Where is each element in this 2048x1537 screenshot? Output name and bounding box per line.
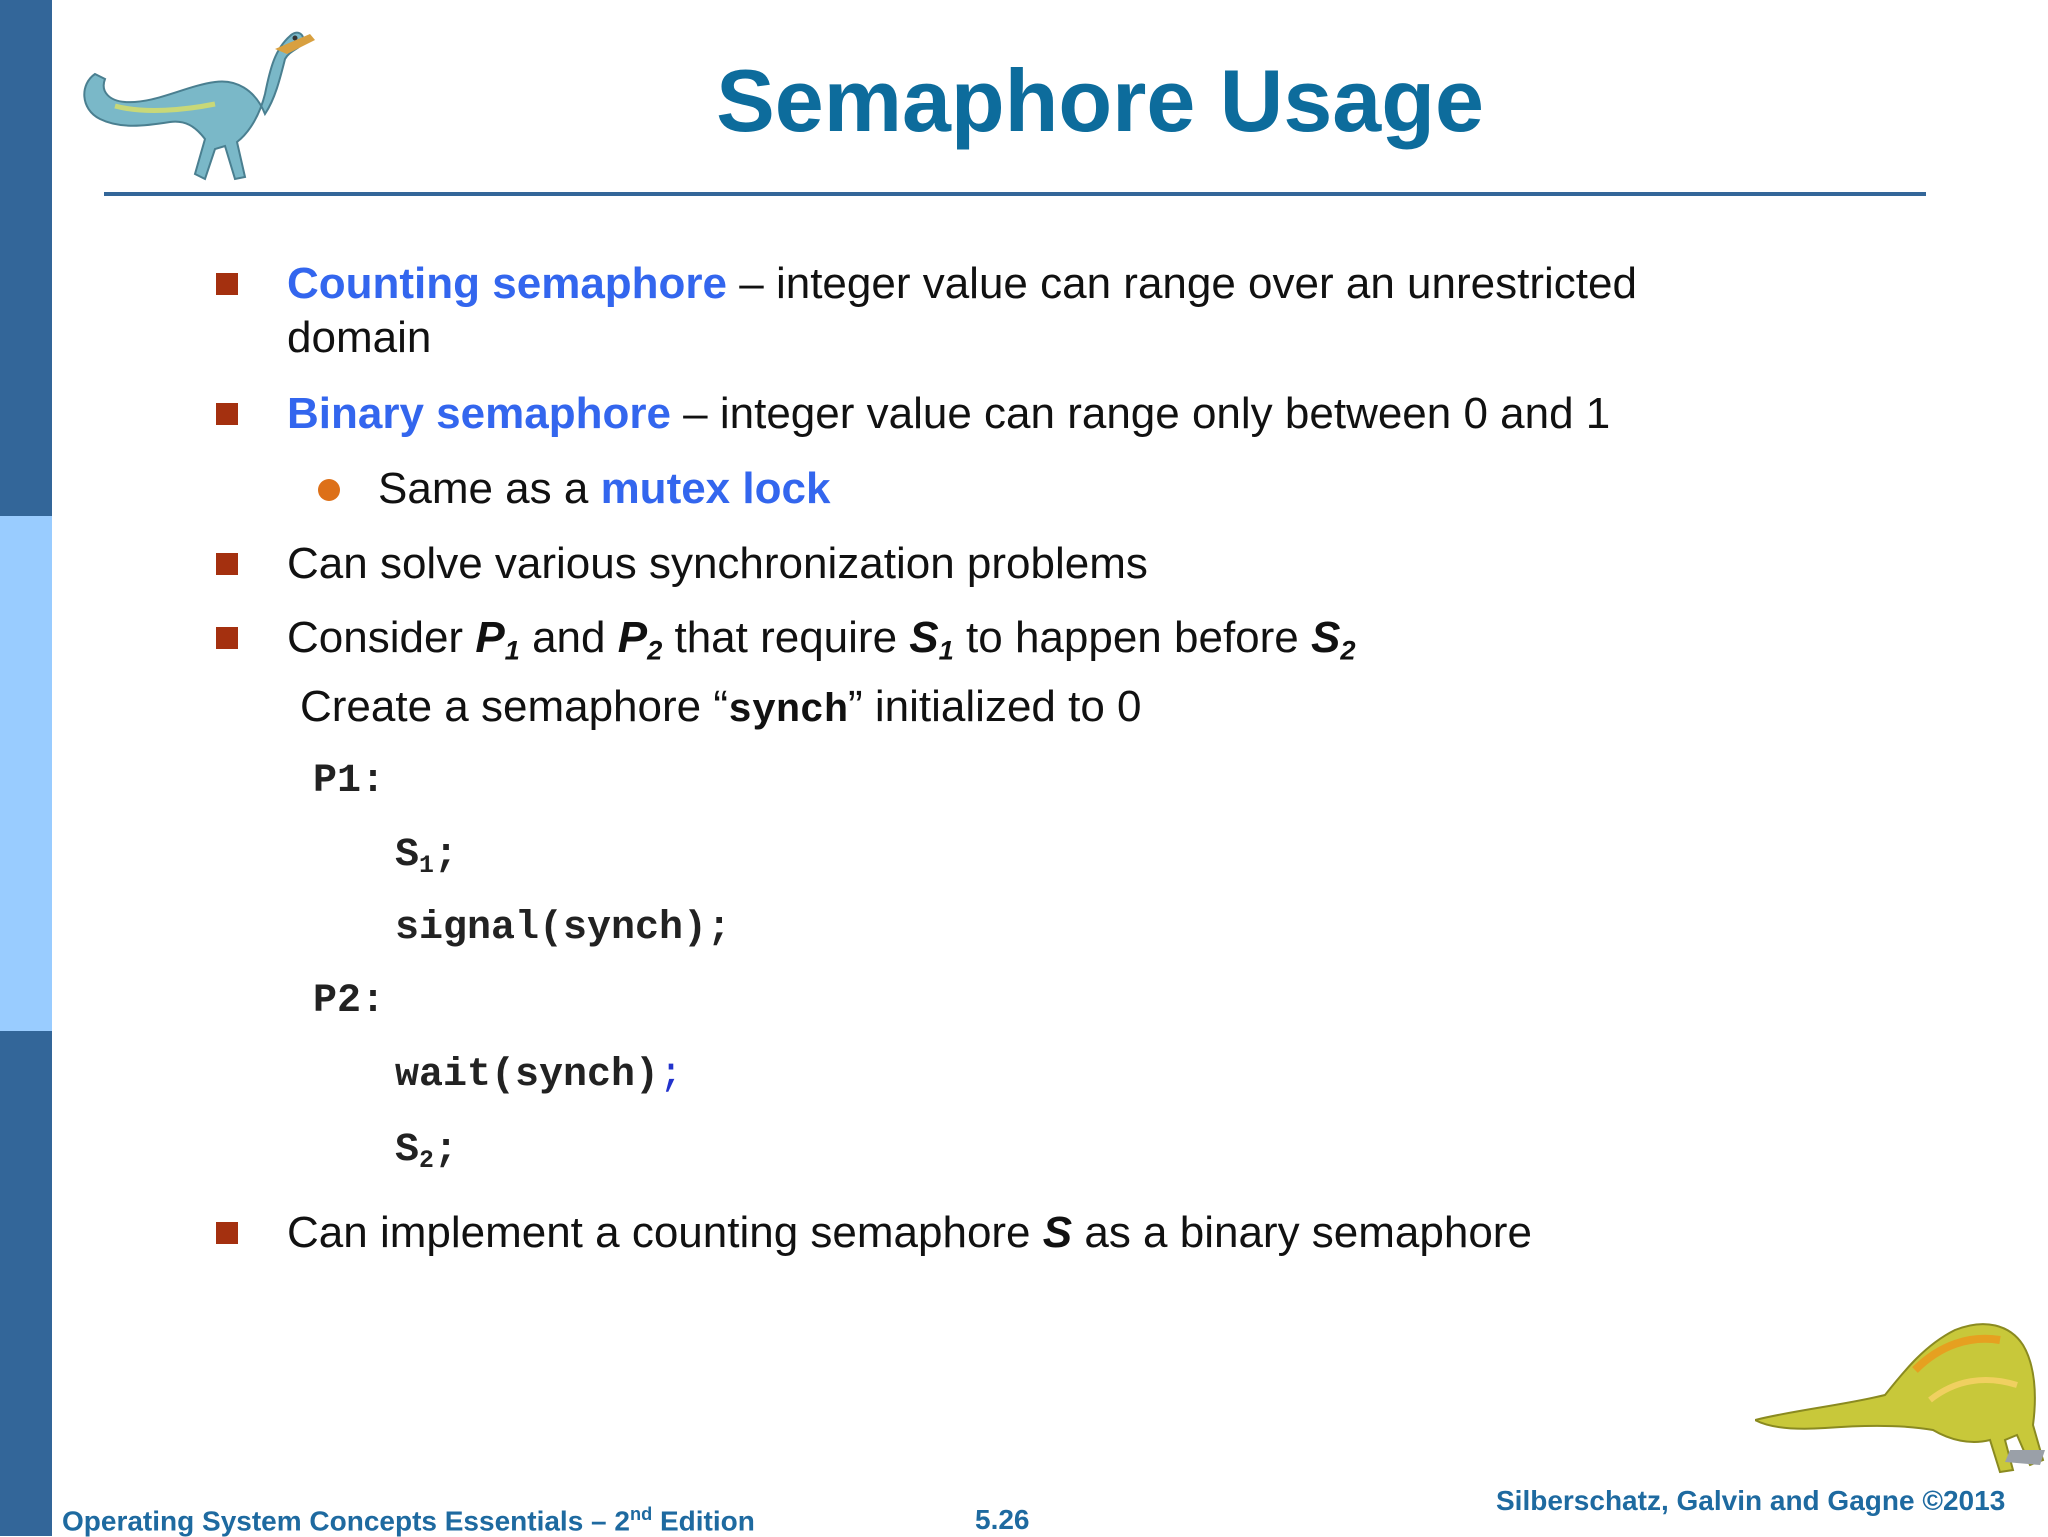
- footer-book-title: [62, 1504, 755, 1537]
- process-subscript: 2: [647, 634, 663, 666]
- footer-authors: Silberschatz, Galvin and Gagne ©2013: [1496, 1485, 2006, 1516]
- bullet-text: Create a semaphore “: [300, 682, 728, 731]
- statement-subscript: 1: [938, 634, 954, 666]
- process-subscript: 1: [504, 634, 520, 666]
- process-letter: P: [617, 613, 648, 662]
- bullet-implement: [287, 1206, 1532, 1260]
- footer-text: Operating System Concepts Essentials – 2: [62, 1505, 630, 1537]
- footer-superscript: nd: [629, 1504, 653, 1524]
- code-p1-label: P1:: [313, 759, 386, 804]
- bullet-marker: [216, 553, 238, 575]
- bullet-text: to happen before: [953, 613, 1311, 662]
- code-semicolon: ;: [433, 1128, 458, 1173]
- code-s1: [395, 831, 458, 891]
- statement-s1: [909, 613, 954, 666]
- term-mutex-lock: mutex lock: [600, 464, 831, 513]
- create-semaphore-text: [300, 680, 1142, 739]
- bullet-text: and: [519, 613, 618, 662]
- dinosaur-icon: [1755, 1300, 2045, 1500]
- footer-page-number: 5.26: [975, 1504, 1030, 1535]
- bullet-counting-continuation: domain: [287, 313, 432, 362]
- bullet-text: as a binary semaphore: [1072, 1208, 1532, 1257]
- bullet-marker: [216, 1222, 238, 1244]
- bullet-synchronization: Can solve various synchronization problems: [287, 539, 1148, 588]
- code-s2: [395, 1126, 458, 1186]
- term-binary-semaphore: Binary semaphore: [287, 389, 671, 438]
- bullet-text: – integer value can range over an unrestricted: [727, 259, 1637, 308]
- code-signal: signal(synch);: [395, 906, 732, 951]
- bullet-consider: [287, 611, 1356, 678]
- bullet-binary-semaphore: [287, 387, 1610, 441]
- bullet-counting-semaphore: [287, 257, 1637, 311]
- code-semicolon: ;: [433, 833, 458, 878]
- footer-text: Edition: [652, 1505, 755, 1537]
- term-counting-semaphore: Counting semaphore: [287, 259, 728, 308]
- code-wait: [395, 1051, 683, 1101]
- code-synch: synch: [728, 689, 849, 734]
- bullet-text: ” initialized to 0: [848, 682, 1142, 731]
- bullet-marker: [216, 403, 238, 425]
- bullet-text: Same as a: [378, 464, 601, 513]
- bullet-marker: [216, 273, 238, 295]
- bullet-text: Can implement a counting semaphore: [287, 1208, 1043, 1257]
- statement-letter: S: [909, 613, 939, 662]
- bullet-text: Consider: [287, 613, 476, 662]
- code-statement-letter: S: [395, 1128, 420, 1173]
- statement-s2: [1311, 613, 1356, 666]
- statement-subscript: 2: [1340, 634, 1356, 666]
- bullet-marker: [216, 627, 238, 649]
- code-statement-letter: S: [395, 833, 420, 878]
- code-statement-subscript: 1: [419, 851, 434, 880]
- code-p2-label: P2:: [313, 979, 386, 1024]
- code-wait-call: wait(synch): [395, 1053, 660, 1098]
- semaphore-s: S: [1042, 1208, 1073, 1257]
- bullet-text: that require: [662, 613, 910, 662]
- statement-letter: S: [1311, 613, 1341, 662]
- code-statement-subscript: 2: [419, 1146, 434, 1175]
- process-p1: [475, 613, 520, 666]
- sub-bullet-mutex: [378, 462, 830, 516]
- process-letter: P: [475, 613, 505, 662]
- code-semicolon: ;: [659, 1053, 684, 1098]
- sub-bullet-marker: [318, 479, 340, 501]
- bullet-text: – integer value can range only between 0 and 1: [670, 389, 1611, 438]
- slide-title: Semaphore Usage: [716, 51, 1484, 150]
- process-p2: [617, 613, 663, 666]
